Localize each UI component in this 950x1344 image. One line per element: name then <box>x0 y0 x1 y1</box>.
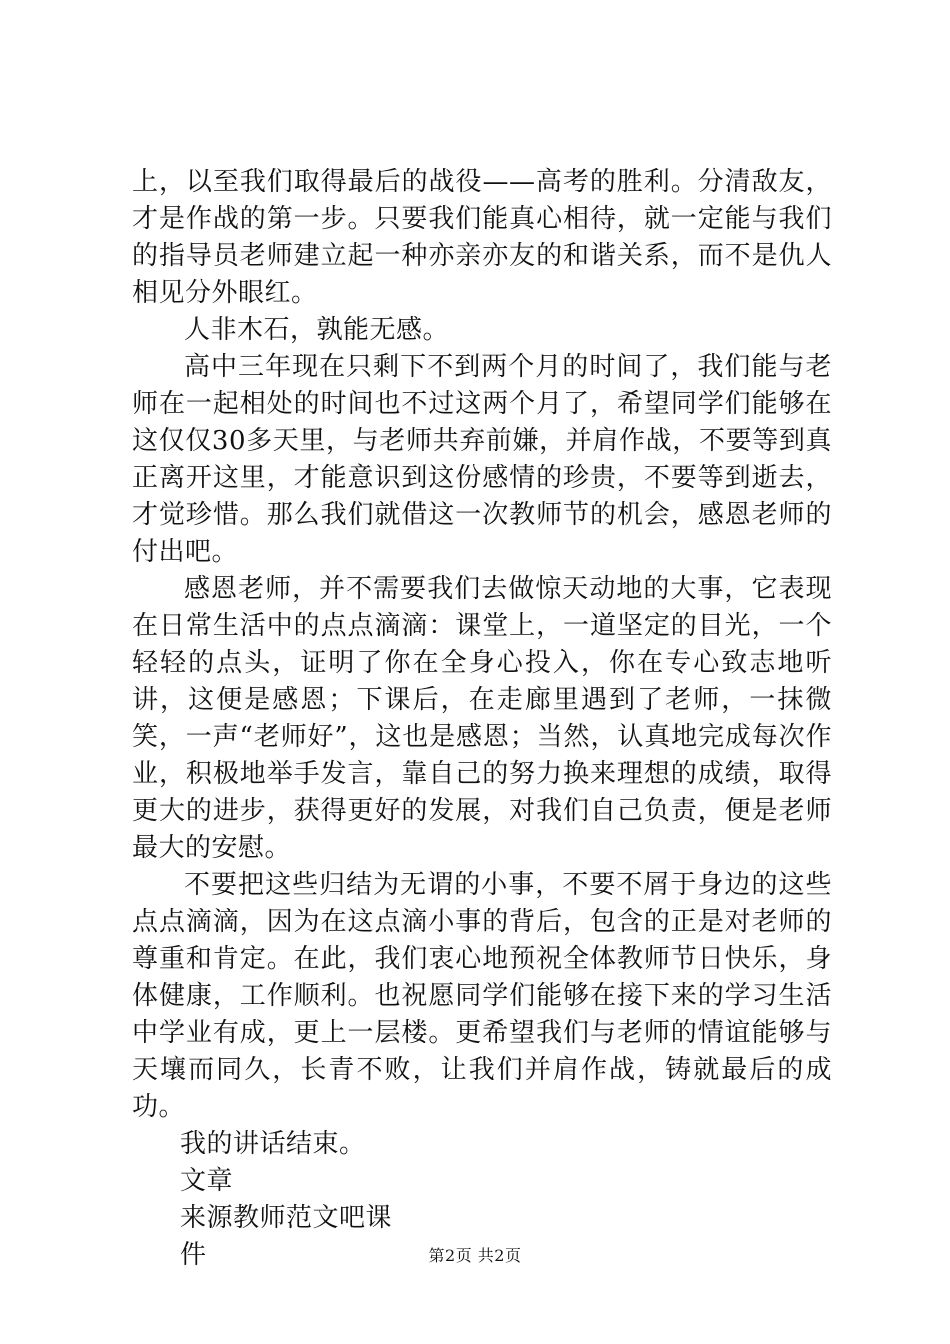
source-line: 文章 <box>180 1166 234 1196</box>
page-number: 第2页 共2页 <box>428 1246 522 1265</box>
document-body <box>132 164 832 1274</box>
paragraph: 人非木石，孰能无感。 <box>184 315 450 345</box>
closing-line: 我的讲话结束。 <box>180 1129 366 1159</box>
paragraph-continuation: 上，以至我们取得最后的战役——高考的胜利。分清敌友，才是作战的第一步。只要我们能真心相待，就一定能与我们的指导员老师建立起一种亦亲亦友的和谐关系，而不是仇人相见分外眼红。 <box>132 167 832 308</box>
source-line: 件 <box>180 1240 207 1270</box>
paragraph: 不要把这些归结为无谓的小事，不要不屑于身边的这些点点滴滴，因为在这点滴小事的背后，包含的正是对老师的尊重和肯定。在此，我们衷心地预祝全体教师节日快乐，身体健康，工作顺利。也祝愿同学们能够在接下来的学习生活中学业有成，更上一层楼。更希望我们与老师的情谊能够与天壤而同久，长青不败，让我们并肩作战，铸就最后的成功。 <box>132 870 832 1122</box>
paragraph: 高中三年现在只剩下不到两个月的时间了，我们能与老师在一起相处的时间也不过这两个月了，希望同学们能够在这仅仅30多天里，与老师共弃前嫌，并肩作战，不要等到真正离开这里，才能意识到这份感情的珍贵，不要等到逝去，才觉珍惜。那么我们就借这一次教师节的机会，感恩老师的付出吧。 <box>132 352 832 567</box>
paragraph: 感恩老师，并不需要我们去做惊天动地的大事，它表现在日常生活中的点点滴滴：课堂上，一道坚定的目光，一个轻轻的点头，证明了你在全身心投入，你在专心致志地听讲，这便是感恩；下课后，在走廊里遇到了老师，一抹微笑，一声“老师好”，这也是感恩；当然，认真地完成每次作业，积极地举手发言，靠自己的努力换来理想的成绩，取得更大的进步，获得更好的发展，对我们自己负责，便是老师最大的安慰。 <box>132 574 832 863</box>
source-line: 来源教师范文吧课 <box>180 1203 393 1233</box>
